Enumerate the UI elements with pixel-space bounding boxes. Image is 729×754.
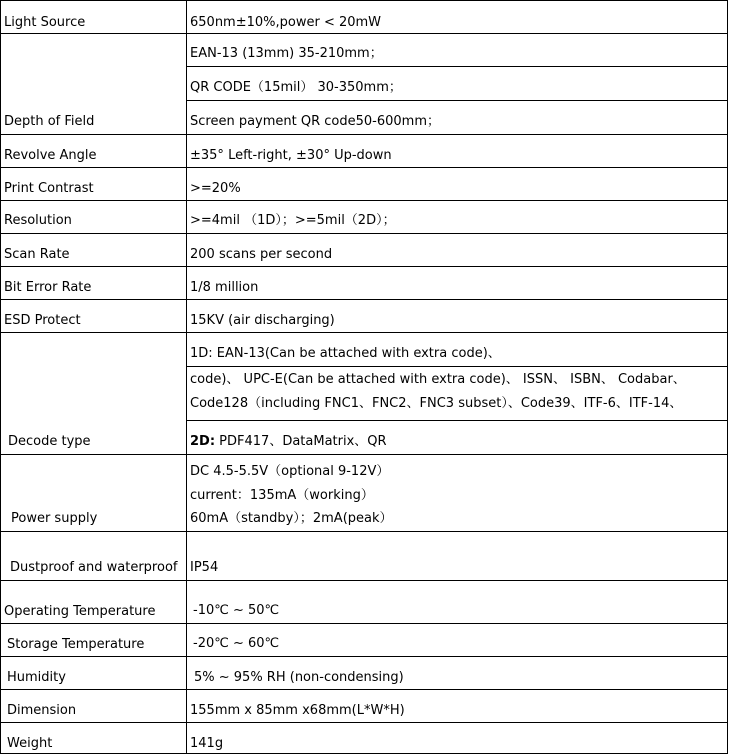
row-divider — [0, 299, 728, 300]
row-divider — [0, 167, 728, 168]
decode-1d-line: code)、 UPC-E(Can be attached with extra code)、 ISSN、 ISBN、 Codabar、 — [190, 372, 686, 387]
row-value: EAN-13 (13mm) 35-210mm； — [190, 46, 383, 61]
row-value: Code128（including FNC1、FNC2、FNC3 subset）、Code39、ITF-6、ITF-14、 — [190, 396, 683, 411]
row-label: Dimension — [7, 703, 77, 718]
row-divider — [0, 656, 728, 657]
row-value: ±35° Left-right, ±30° Up-down — [190, 148, 392, 163]
sub-row-divider — [186, 420, 728, 421]
row-label: Weight — [7, 736, 53, 751]
row-value: 650nm±10%,power < 20mW — [190, 15, 382, 30]
row-value: IP54 — [190, 560, 219, 575]
row-value: 5% ~ 95% RH (non-condensing) — [194, 670, 404, 685]
row-label: Revolve Angle — [4, 148, 97, 163]
row-divider — [0, 580, 728, 581]
row-value: current：135mA（working） — [190, 488, 374, 503]
row-value: >=20% — [190, 181, 241, 196]
row-divider — [0, 689, 728, 690]
row-label: Resolution — [4, 213, 72, 228]
row-divider — [0, 531, 728, 532]
row-value: 1/8 million — [190, 280, 259, 295]
row-value: 15KV (air discharging) — [190, 313, 335, 328]
row-value: -20℃ ~ 60℃ — [193, 636, 280, 651]
row-label: Depth of Field — [4, 114, 95, 129]
row-divider — [0, 134, 728, 135]
row-label: Operating Temperature — [4, 604, 156, 619]
row-value: Screen payment QR code50-600mm； — [190, 114, 440, 129]
row-value: >=4mil （1D）；>=5mil（2D）； — [190, 213, 396, 228]
row-label: Power supply — [11, 511, 98, 526]
row-divider — [0, 332, 728, 333]
row-divider — [0, 623, 728, 624]
row-label: Dustproof and waterproof — [10, 560, 178, 575]
row-value: 1D: EAN-13(Can be attached with extra code)、 — [190, 346, 501, 361]
row-label: Bit Error Rate — [4, 280, 92, 295]
sub-row-divider — [186, 66, 728, 67]
row-value — [190, 372, 724, 388]
decode-2d-prefix: 2D: — [190, 434, 216, 449]
row-label: Storage Temperature — [7, 637, 145, 652]
row-label: Scan Rate — [4, 247, 70, 262]
row-value: 141g — [190, 736, 224, 751]
sub-row-divider — [186, 100, 728, 101]
row-value: DC 4.5-5.5V（optional 9-12V） — [190, 464, 390, 479]
row-divider — [0, 200, 728, 201]
row-label: Light Source — [4, 15, 86, 30]
row-divider — [0, 454, 728, 455]
row-label: ESD Protect — [4, 313, 81, 328]
row-value: -10℃ ~ 50℃ — [193, 603, 280, 618]
row-divider — [0, 722, 728, 723]
row-value: QR CODE（15mil） 30-350mm； — [190, 80, 402, 95]
table-border-right — [727, 0, 728, 754]
row-value: 60mA（standby）；2mA(peak） — [190, 511, 393, 526]
row-divider — [0, 233, 728, 234]
row-value — [190, 434, 387, 450]
column-divider — [186, 0, 187, 754]
row-value: 200 scans per second — [190, 247, 333, 262]
row-label: Humidity — [7, 670, 66, 685]
decode-2d-value: PDF417、DataMatrix、QR — [215, 434, 387, 449]
sub-row-divider — [186, 366, 728, 367]
row-label: Decode type — [8, 434, 91, 449]
row-divider — [0, 33, 728, 34]
row-divider — [0, 0, 728, 1]
row-value: 155mm x 85mm x68mm(L*W*H) — [190, 703, 405, 718]
table-border-left — [0, 0, 1, 754]
row-divider — [0, 266, 728, 267]
row-label: Print Contrast — [4, 181, 94, 196]
